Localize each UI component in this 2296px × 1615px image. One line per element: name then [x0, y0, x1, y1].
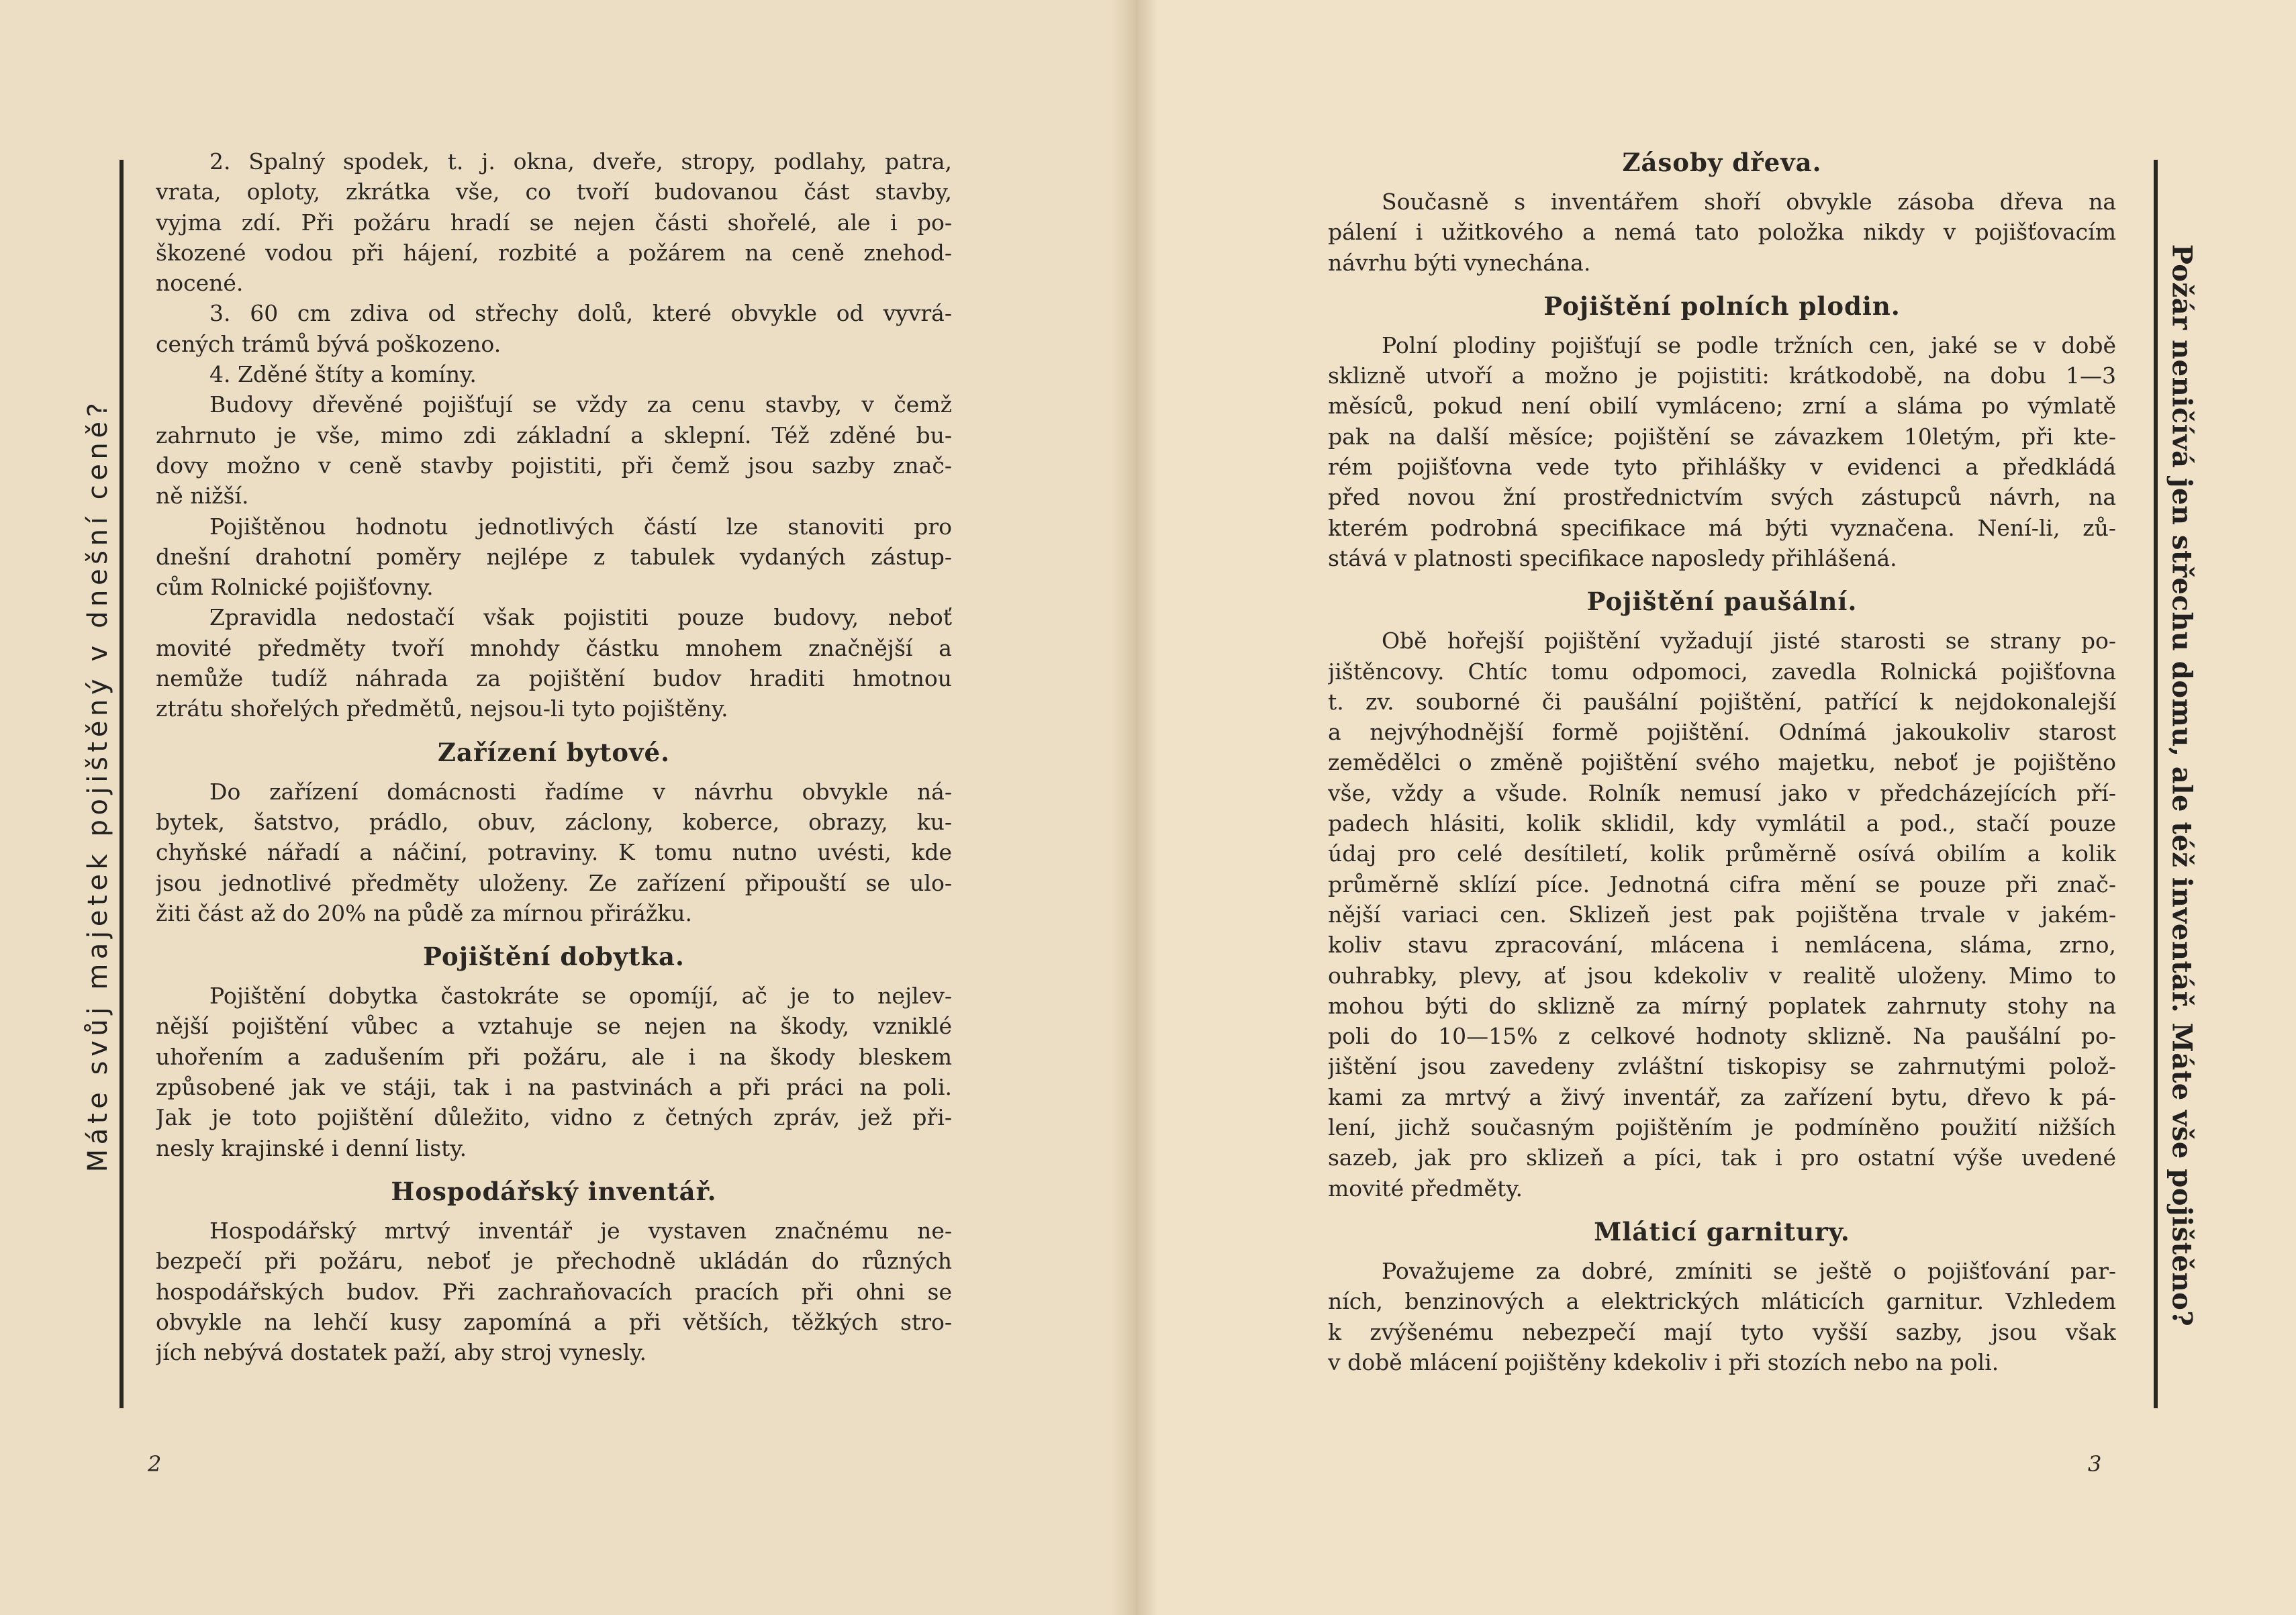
section-heading: Pojištění paušální.	[1586, 587, 1858, 617]
text-line: cených trámů bývá poškozeno.	[156, 330, 501, 357]
section-heading: Mláticí garnitury.	[1594, 1216, 1850, 1246]
text-line: údaj pro celé desítiletí, kolik průměrně osívá obilím a kolik	[1328, 840, 2116, 867]
text-line: movité předměty.	[1328, 1175, 1523, 1202]
text-line: rém pojišťovna vede tyto přihlášky v evidenci a předkládá	[1328, 454, 2116, 481]
text-line: žiti část až do 20% na půdě za mírnou přirážku.	[156, 899, 692, 926]
text-line: ních, benzinových a elektrických mláticích garnitur. Vzhledem	[1328, 1288, 2116, 1315]
text-line: Jak je toto pojištění důležito, vidno z četných zpráv, jež při-	[156, 1104, 952, 1131]
text-line: průměrně sklízí píce. Jednotná cifra mění se pouze při znač-	[1328, 871, 2116, 897]
book-gutter	[1111, 0, 1158, 1615]
text-line: movité předměty tvoří mnohdy částku mnohem značnější a	[156, 634, 952, 661]
text-line: Budovy dřevěné pojišťují se vždy za cenu stavby, v čemž	[209, 391, 952, 418]
text-line: cům Rolnické pojišťovny.	[156, 574, 434, 601]
text-line: kterém podrobná specifikace má býti vyznačena. Není-li, zů-	[1328, 514, 2116, 541]
text-line: 4. Zděné štíty a komíny.	[209, 361, 477, 388]
text-line: mohou býti do sklizně za mírný poplatek zahrnuty stohy na	[1328, 992, 2116, 1019]
text-line: uhořením a zadušením při požáru, ale i na škody bleskem	[156, 1043, 952, 1070]
page-number-right: 3	[2088, 1451, 2102, 1477]
text-line: ně nižší.	[156, 483, 249, 509]
text-line: koliv stavu zpracování, mlácena i nemlácena, sláma, zrno,	[1328, 932, 2116, 959]
text-line: nocené.	[156, 270, 244, 297]
text-line: jích nebývá dostatek paží, aby stroj vynesly.	[156, 1339, 647, 1366]
text-line: vše, vždy a všude. Rolník nemusí jako v předcházejících pří-	[1328, 779, 2116, 806]
text-line: stává v platnosti specifikace naposledy přihlášená.	[1328, 544, 1897, 571]
right-text-column	[1328, 146, 2116, 1377]
text-line: měsíců, pokud není obilí vymláceno; zrní a sláma po výmlatě	[1328, 393, 2116, 420]
section-heading: Zásoby dřeva.	[1622, 148, 1822, 177]
text-line: vrata, oploty, zkrátka vše, co tvoří budovanou část stavby,	[156, 179, 952, 205]
text-line: jsou jednotlivé předměty uloženy. Ze zařízení připouští se ulo-	[156, 869, 952, 896]
text-line: jištění jsou zavedeny zvláštní tiskopisy se zahrnutými polož-	[1328, 1053, 2116, 1080]
text-line: Obě hořejší pojištění vyžadují jisté starosti se strany po-	[1382, 628, 2116, 654]
text-line: dovy možno v ceně stavby pojistiti, při čemž jsou sazby znač-	[156, 452, 952, 479]
section-heading: Pojištění dobytka.	[423, 942, 685, 972]
text-line: ztrátu shořelých předmětů, nejsou-li tyto pojištěny.	[156, 695, 728, 722]
text-line: padech hlásiti, kolik sklidil, kdy vymlátil a pod., stačí pouze	[1328, 810, 2116, 837]
text-line: dnešní drahotní poměry nejlépe z tabulek vydaných zástup-	[156, 543, 952, 570]
text-line: a nejvýhodnější formě pojištění. Odnímá jakoukoliv starost	[1328, 719, 2116, 746]
text-line: k zvýšenému nebezpečí mají tyto vyšší sazby, jsou však	[1328, 1318, 2116, 1345]
text-line: bezpečí při požáru, neboť je přechodně ukládán do různých	[156, 1248, 952, 1275]
text-line: Považujeme za dobré, zmíniti se ještě o pojišťování par-	[1382, 1257, 2116, 1284]
text-line: Současně s inventářem shoří obvykle zásoba dřeva na	[1382, 189, 2116, 215]
right-side-title: Požár neničívá jen střechu domu, ale též inventář. Máte vše pojištěno?	[2166, 244, 2198, 1327]
text-line: vyjma zdí. Při požáru hradí se nejen části shořelé, ale i po-	[156, 209, 952, 236]
text-line: Pojištěnou hodnotu jednotlivých částí lze stanoviti pro	[209, 513, 952, 540]
text-line: sklizně utvoří a možno je pojistiti: krátkodobě, na dobu 1—3	[1328, 362, 2116, 389]
text-line: kami za mrtvý a živý inventář, za zařízení bytu, dřevo k pá-	[1328, 1083, 2116, 1110]
text-line: chyňské nářadí a náčiní, potraviny. K tomu nutno uvésti, kde	[156, 839, 952, 866]
text-line: nější pojištění vůbec a vztahuje se nejen na škody, vzniklé	[156, 1013, 952, 1040]
text-line: Zpravidla nedostačí však pojistiti pouze budovy, neboť	[209, 604, 952, 631]
text-line: nesly krajinské i denní listy.	[156, 1134, 467, 1161]
text-line: návrhu býti vynechána.	[1328, 249, 1591, 276]
text-line: obvykle na lehčí kusy zapomíná a při větších, těžkých stro-	[156, 1308, 952, 1335]
section-heading: Pojištění polních plodin.	[1543, 291, 1901, 321]
text-line: Do zařízení domácnosti řadíme v návrhu obvykle ná-	[209, 778, 952, 805]
text-line: jištěncovy. Chtíc tomu odpomoci, zavedla Rolnická pojišťovna	[1328, 658, 2116, 685]
text-line: zemědělci o změně pojištění svého majetku, neboť je pojištěno	[1328, 749, 2116, 776]
left-margin-rule	[119, 160, 124, 1408]
text-line: Pojištění dobytka častokráte se opomíjí, ač je to nejlev-	[209, 983, 952, 1010]
right-margin-rule	[2154, 160, 2158, 1408]
page-number-left: 2	[148, 1451, 162, 1477]
text-line: škozené vodou při hájení, rozbité a požárem na ceně znehod-	[156, 239, 952, 266]
left-text-column	[156, 146, 952, 1367]
text-line: bytek, šatstvo, prádlo, obuv, záclony, koberce, obrazy, ku-	[156, 808, 952, 835]
text-line: lení, jichž současným pojištěním je podmíněno použití nižších	[1328, 1114, 2116, 1141]
text-line: nější variaci cen. Sklizeň jest pak pojištěna trvale v jakém-	[1328, 901, 2116, 928]
text-line: Hospodářský mrtvý inventář je vystaven značnému ne-	[209, 1217, 952, 1244]
left-side-title: Máte svůj majetek pojištěný v dnešní ceně?	[83, 398, 113, 1173]
text-line: hospodářských budov. Při zachraňovacích pracích při ohni se	[156, 1278, 952, 1305]
text-line: sazeb, jak pro sklizeň a píci, tak i pro ostatní výše uvedené	[1328, 1144, 2116, 1171]
text-line: 2. Spalný spodek, t. j. okna, dveře, stropy, podlahy, patra,	[209, 148, 952, 175]
section-heading: Hospodářský inventář.	[391, 1176, 717, 1206]
text-line: 3. 60 cm zdiva od střechy dolů, které obvykle od vyvrá-	[209, 300, 952, 327]
text-line: pak na další měsíce; pojištění se závazkem 10letým, při kte-	[1328, 423, 2116, 450]
text-line: zahrnuto je vše, mimo zdi základní a sklepní. Též zděné bu-	[156, 422, 952, 448]
text-line: pálení i užitkového a nemá tato položka nikdy v pojišťovacím	[1328, 219, 2116, 246]
section-heading: Zařízení bytové.	[438, 737, 670, 767]
text-line: Polní plodiny pojišťují se podle tržních cen, jaké se v době	[1382, 332, 2116, 358]
text-line: t. zv. souborné či paušální pojištění, patřící k nejdokonalejší	[1328, 688, 2116, 715]
text-line: poli do 10—15% z celkové hodnoty sklizně. Na paušální po-	[1328, 1023, 2116, 1050]
text-line: způsobené jak ve stáji, tak i na pastvinách a při práci na poli.	[156, 1074, 952, 1101]
text-line: ouhrabky, plevy, ať jsou kdekoliv v realitě uloženy. Mimo to	[1328, 962, 2116, 989]
text-line: před novou žní prostřednictvím svých zástupců návrh, na	[1328, 484, 2116, 511]
text-line: v době mlácení pojištěny kdekoliv i při stozích nebo na poli.	[1328, 1349, 1999, 1375]
text-line: nemůže tudíž náhrada za pojištění budov hraditi hmotnou	[156, 665, 952, 692]
